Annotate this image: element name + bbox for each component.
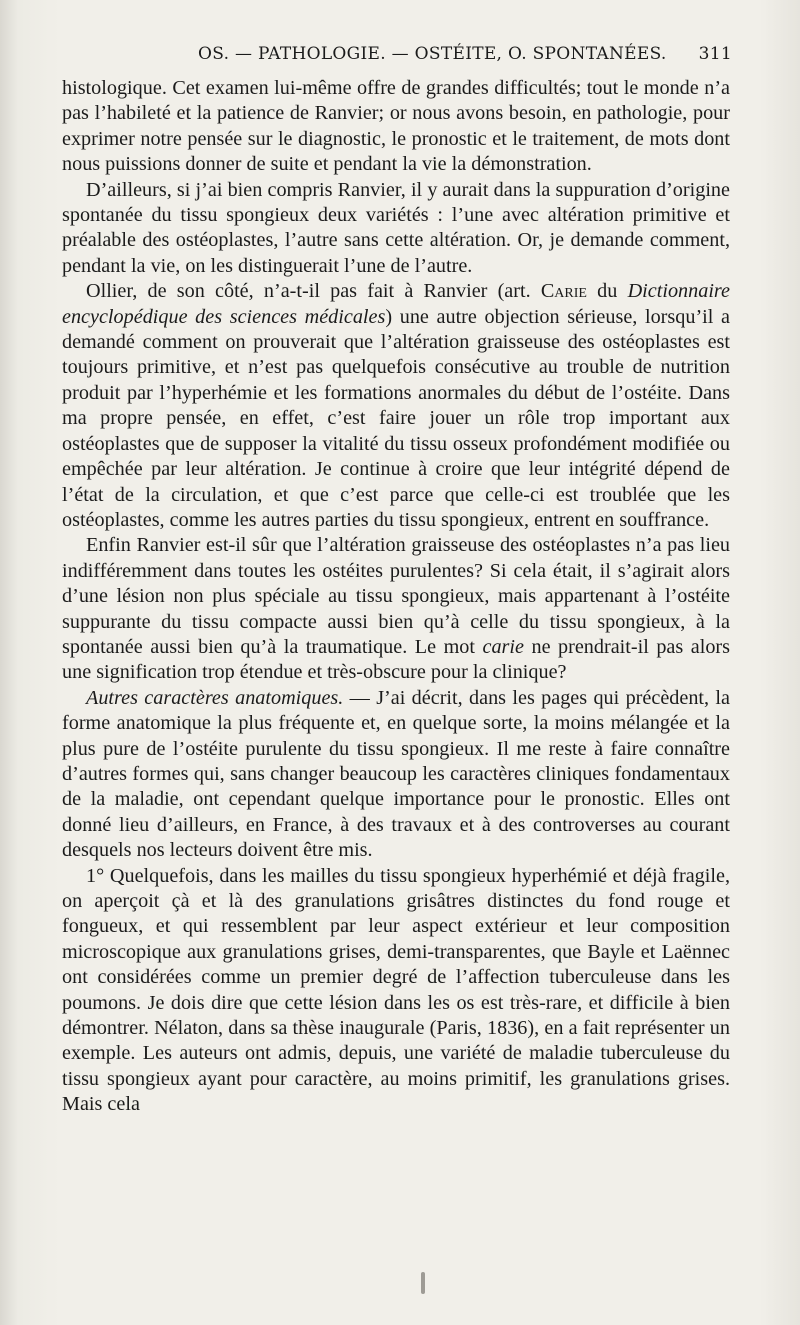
text-run: Ollier, de son côté, n’a-t-il pas fait à Ranvier (art.: [86, 280, 541, 303]
text-run: Enfin Ranvier est-il sûr que l’altération graisseuse des ostéoplastes n’a pas lieu indifféremment dans toutes les ostéites purulentes? Si cela était, il s’agirait alors d’une lésion non plus spéciale au tissu spongieux, mais appartenant à l’ostéite suppurante du tissu compacte aussi bien qu’à celle du tissu spongieux, à la spontanée aussi bien qu’à la traumatique. Le mot: [62, 534, 730, 658]
text-run: — J’ai décrit, dans les pages qui précèdent, la forme anatomique la plus fréquente et, en quelque sorte, la moins mélangée et la plus pure de l’ostéite purulente du tissu spongieux. Il me reste à faire connaître d’autres formes qui, sans changer beaucoup les caractères cliniques fondamentaux de la maladie, ont cependant quelque importance pour le pronostic. Elles ont donné lieu d’ailleurs, en France, à des travaux et à des controverses au courant desquels nos lecteurs doivent être mis.: [62, 686, 730, 862]
text-run: ne prendrait-il pas alors une signification trop étendue et très-obscure pour la clinique?: [62, 635, 730, 684]
page-mark: [421, 1272, 425, 1294]
article-name: Carie: [540, 280, 587, 303]
paragraph: [62, 533, 730, 685]
paragraph: histologique. Cet examen lui-même offre de grandes difficultés; tout le monde n’a pas l’habileté et la patience de Ranvier; or nous avons besoin, en pathologie, pour exprimer notre pensée sur le diagnostic, le pronostic et le traitement, de mots dont nous puissions donner de suite et pendant la vie la démonstration.: [62, 77, 730, 176]
text-run: ) une autre objection sérieuse, lorsqu’il a demandé comment on prouverait que l’altération graisseuse des ostéoplastes est toujours primitive, et n’est pas quelquefois consécutive au trouble de nutrition produit par l’hyperhémie et les formations anormales du début de l’ostéite. Dans ma propre pensée, en effet, c’est faire jouer un rôle trop important aux ostéoplastes que de supposer la vitalité du tissu osseux profondément modifiée ou empêchée par leur altération. Je continue à croire que leur intégrité dépend de l’état de la circulation, et que c’est parce que celle-ci est troublée que les ostéoplastes, comme les autres parties du tissu spongieux, entrent en souffrance.: [62, 305, 730, 531]
page-header: [62, 44, 732, 70]
paragraph: D’ailleurs, si j’ai bien compris Ranvier, il y aurait dans la suppuration d’origine spontanée du tissu spongieux deux variétés : l’une avec altération primitive et préalable des ostéoplastes, l’autre sans cette altération. Or, je demande comment, pendant la vie, on les distinguerait l’une de l’autre.: [62, 178, 730, 277]
text-run: du: [586, 280, 628, 303]
paragraph: [62, 279, 730, 533]
running-title: OS. — PATHOLOGIE. — OSTÉITE, O. SPONTANÉES.: [198, 44, 667, 64]
paragraph: [62, 686, 730, 864]
page-number: 311: [698, 44, 732, 64]
section-heading: Autres caractères anatomiques.: [86, 686, 344, 709]
body-text: [62, 76, 730, 1118]
book-title: Dictionnaire encyclopédique des sciences médicales: [62, 280, 730, 328]
italic-term: carie: [482, 635, 524, 658]
paragraph: 1° Quelquefois, dans les mailles du tissu spongieux hyperhémié et déjà fragile, on aperçoit çà et là des granulations grisâtres distinctes du fond rouge et fongueux, et qui ressemblent par leur aspect extérieur et leur composition microscopique aux granulations grises, demi-transparentes, que Bayle et Laënnec ont considérées comme un premier degré de l’affection tuberculeuse dans les poumons. Je dois dire que cette lésion dans les os est très-rare, et difficile à bien démontrer. Nélaton, dans sa thèse inaugurale (Paris, 1836), en a fait représenter un exemple. Les auteurs ont admis, depuis, une variété de maladie tuberculeuse du tissu spongieux ayant pour caractère, au moins primitif, les granulations grises. Mais cela: [62, 864, 730, 1116]
